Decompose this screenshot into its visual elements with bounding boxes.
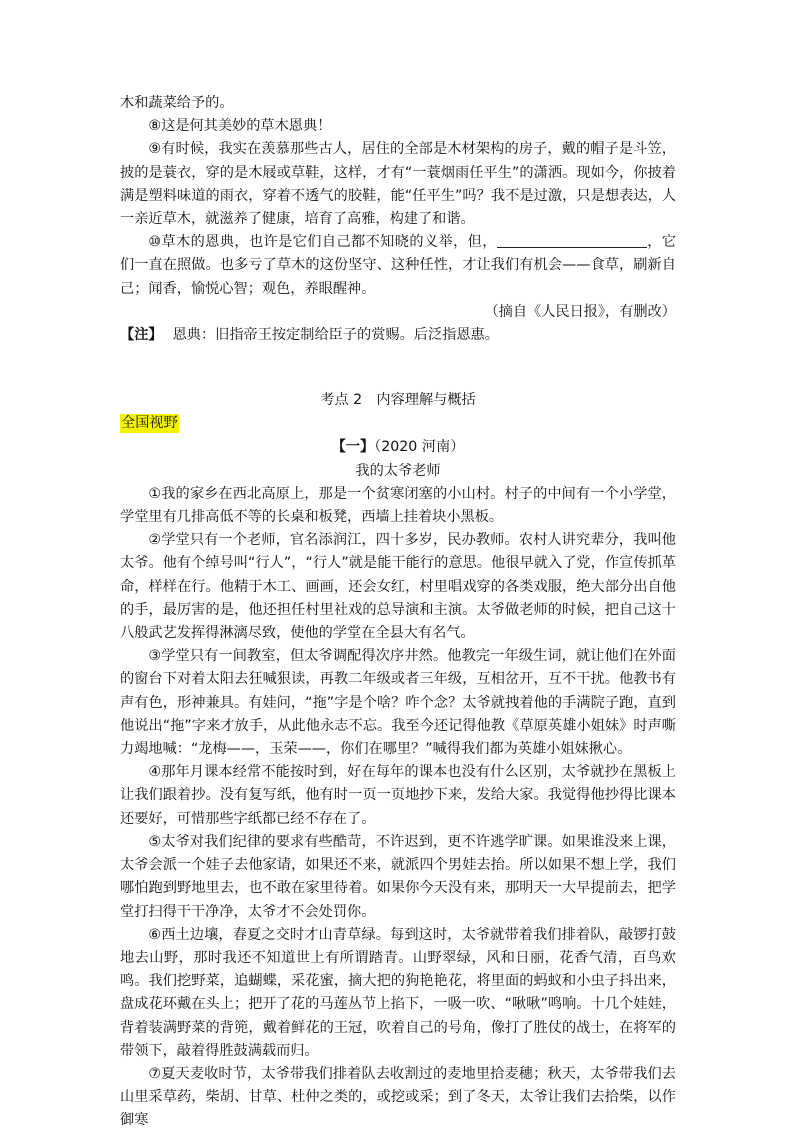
question-source: （2020 河南） (374, 439, 465, 456)
paragraph-7-end: 木和蔬菜给予的。 (120, 95, 234, 111)
fill-in-blank[interactable] (497, 233, 647, 248)
spacer (120, 347, 676, 368)
question-heading (120, 436, 676, 459)
document-page (120, 92, 676, 1133)
article-title: 我的太爷老师 (355, 462, 441, 479)
section-title: 考点 2 内容理解与概括 (320, 392, 476, 409)
paragraph-10-before: ⑩草木的恩典，也许是它们自己都不知晓的义举，但， (148, 234, 497, 251)
article-paragraph-6: ⑥西土边壤，春夏之交时才山青草绿。每到这时，太爷就带着我们排着队，敲锣打鼓地去山野，那时我还不知道世上有所谓踏青。山野翠绿，风和日丽，花香气清，百鸟欢鸣。我们挖野菜，追蝴蝶，采花蜜，摘大把的狗艳艳花，将里面的蚂蚁和小虫子抖出来，盘成花环戴在头上；把开了花的马莲丛节上掐下，一吸一吹、“啾啾”鸣响。十几个娃娃，背着装满野菜的背篼，戴着鲜花的王冠，吹着自己的号角，像打了胜仗的战士，在将军的带领下，敲着得胜鼓满载而归。 (120, 926, 676, 1059)
article-paragraph-1: ①我的家乡在西北高原上，那是一个贫寒闭塞的小山村。村子的中间有一个小学堂，学堂里有几排高低不等的长桌和板凳，西墙上挂着块小黑板。 (120, 485, 676, 526)
paragraph-9: ⑨有时候，我实在羡慕那些古人，居住的全部是木材架构的房子，戴的帽子是斗笠，披的是蓑衣，穿的是木屐或草鞋，这样，才有“一蓑烟雨任平生”的潇洒。现如今，你披着满是塑料味道的雨衣，穿着不透气的胶鞋，能“任平生”吗？我不是过激，只是想表达，人一亲近草木，就滋养了健康，培育了高雅，构建了和谐。 (120, 141, 676, 228)
article-paragraph-2: ②学堂只有一个老师，官名添润江，四十多岁，民办教师。农村人讲究辈分，我叫他太爷。他有个绰号叫“行人”，“行人”就是能干能行的意思。他很早就入了党，作宣传抓革命，样样在行。他精于木工、画画，还会女红，村里唱戏穿的各类戏服，绝大部分出自他的手，最厉害的是，他还担任村里社戏的总导演和主演。太爷做老师的时候，把自己这十八般武艺发挥得淋漓尽致，使他的学堂在全县大有名气。 (120, 532, 676, 642)
footnote-text: 恩典：旧指帝王按定制给臣子的赏赐。后泛指恩惠。 (172, 327, 499, 344)
article-paragraph-7: ⑦夏天麦收时节，太爷带我们排着队去收割过的麦地里拾麦穗；秋天，太爷带我们去山里采草药，柴胡、甘草、杜仲之类的，或挖或采；到了冬天，太爷让我们去拾柴，以作御寒 (120, 1065, 676, 1129)
paragraph-10 (120, 231, 676, 301)
paragraph-8: ⑧这是何其美妙的草木恩典！ (148, 118, 332, 135)
question-number: 【一】 (331, 439, 375, 456)
article-paragraph-3: ③学堂只有一间教室，但太爷调配得次序井然。他教完一年级生词，就让他们在外面的窗台下对着太阳去狂喊狠读，再教二年级或者三年级，互相岔开，互不干扰。他教书有声有色，形神兼具。有娃问，“拖”字是个啥？咋个念？太爷就拽着他的手满院子跑，直到他说出“拖”字来才放手，从此他永志不忘。我至今还记得他教《草原英雄小姐妹》时声嘶力竭地喊：“龙梅——，玉荣——，你们在哪里？”喊得我们都为英雄小姐妹揪心。 (120, 648, 676, 758)
footnote (120, 324, 676, 347)
source-citation: （摘自《人民日报》，有删改） (484, 303, 676, 320)
footnote-label: 【注】 (120, 327, 163, 344)
article-paragraph-4: ④那年月课本经常不能按时到，好在每年的课本也没有什么区别，太爷就抄在黑板上让我们跟着抄。没有复写纸，他有时一页一页地抄下来，发给大家。我觉得他抄得比课本还要好，可惜那些字纸都已经不存在了。 (120, 764, 676, 827)
spacer (120, 368, 676, 389)
highlight-tag: 全国视野 (121, 415, 178, 432)
article-paragraph-5: ⑤太爷对我们纪律的要求有些酷苛，不许迟到，更不许逃学旷课。如果谁没来上课，太爷会派一个娃子去他家请，如果还不来，就派四个男娃去抬。所以如果不想上学，我们哪怕跑到野地里去，也不敢在家里待着。如果你今天没有来，那明天一大早提前去，把学堂打扫得干干净净，太爷才不会处罚你。 (120, 833, 676, 920)
paragraph-10-after: ，它们一直在照做。也多亏了草木的这份坚守、这种任性，才让我们有机会——食草，刷新自己；闻香，愉悦心智；观色，养眼醒神。 (120, 234, 676, 297)
